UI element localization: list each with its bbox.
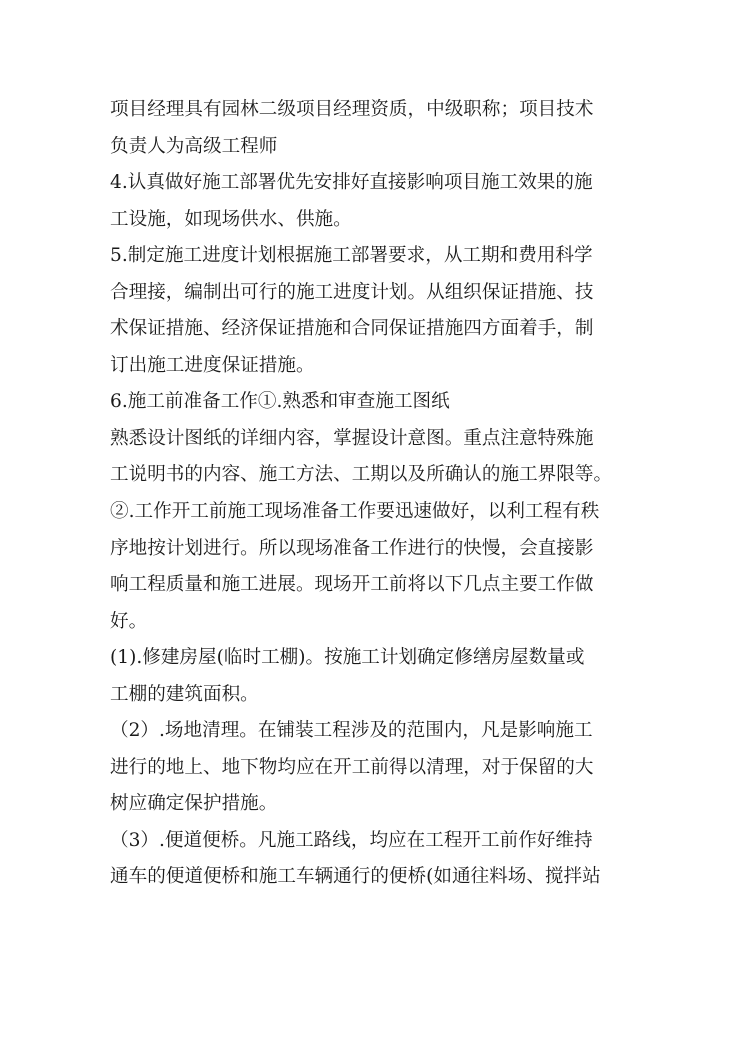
text-line: 4.认真做好施工部署优先安排好直接影响项目施工效果的施 — [110, 172, 593, 194]
text-line: 工棚的建筑面积。 — [110, 683, 259, 705]
text-line: 项目经理具有园林二级项目经理资质，中级职称；项目技术 — [110, 99, 594, 120]
text-line: 熟悉设计图纸的详细内容，掌握设计意图。重点注意特殊施 — [110, 427, 594, 449]
document-body — [110, 92, 640, 896]
text-line: 树应确定保护措施。 — [110, 793, 278, 815]
text-line: 合理接，编制出可行的施工进度计划。从组织保证措施、技 — [110, 281, 594, 303]
text-line: 工设施，如现场供水、供施。 — [110, 208, 352, 230]
text-line: ②.工作开工前施工现场准备工作要迅速做好，以利工程有秩 — [110, 501, 600, 523]
text-line: （3）.便道便桥。凡施工路线，均应在工程开工前作好维持 — [110, 829, 593, 851]
text-line: 进行的地上、地下物均应在开工前得以清理，对于保留的大 — [110, 756, 594, 778]
text-line: 好。 — [110, 610, 148, 632]
text-line: 术保证措施、经济保证措施和合同保证措施四方面着手，制 — [110, 318, 594, 340]
text-line: 序地按计划进行。所以现场准备工作进行的快慢，会直接影 — [110, 537, 594, 559]
text-line: 订出施工进度保证措施。 — [110, 354, 315, 376]
text-line: （2）.场地清理。在铺装工程涉及的范围内，凡是影响施工 — [110, 720, 593, 742]
text-line: (1).修建房屋(临时工棚)。按施工计划确定修缮房屋数量或 — [110, 647, 585, 669]
text-line: 5.制定施工进度计划根据施工部署要求，从工期和费用科学 — [110, 245, 593, 267]
text-line: 工说明书的内容、施工方法、工期以及所确认的施工界限等。 — [110, 464, 613, 486]
text-line: 负责人为高级工程师 — [110, 135, 278, 157]
text-line: 通车的便道便桥和施工车辆通行的便桥(如通往料场、搅拌站 — [110, 866, 601, 888]
text-line: 响工程质量和施工进展。现场开工前将以下几点主要工作做 — [110, 574, 594, 596]
text-line: 6.施工前准备工作①.熟悉和审查施工图纸 — [110, 391, 450, 413]
